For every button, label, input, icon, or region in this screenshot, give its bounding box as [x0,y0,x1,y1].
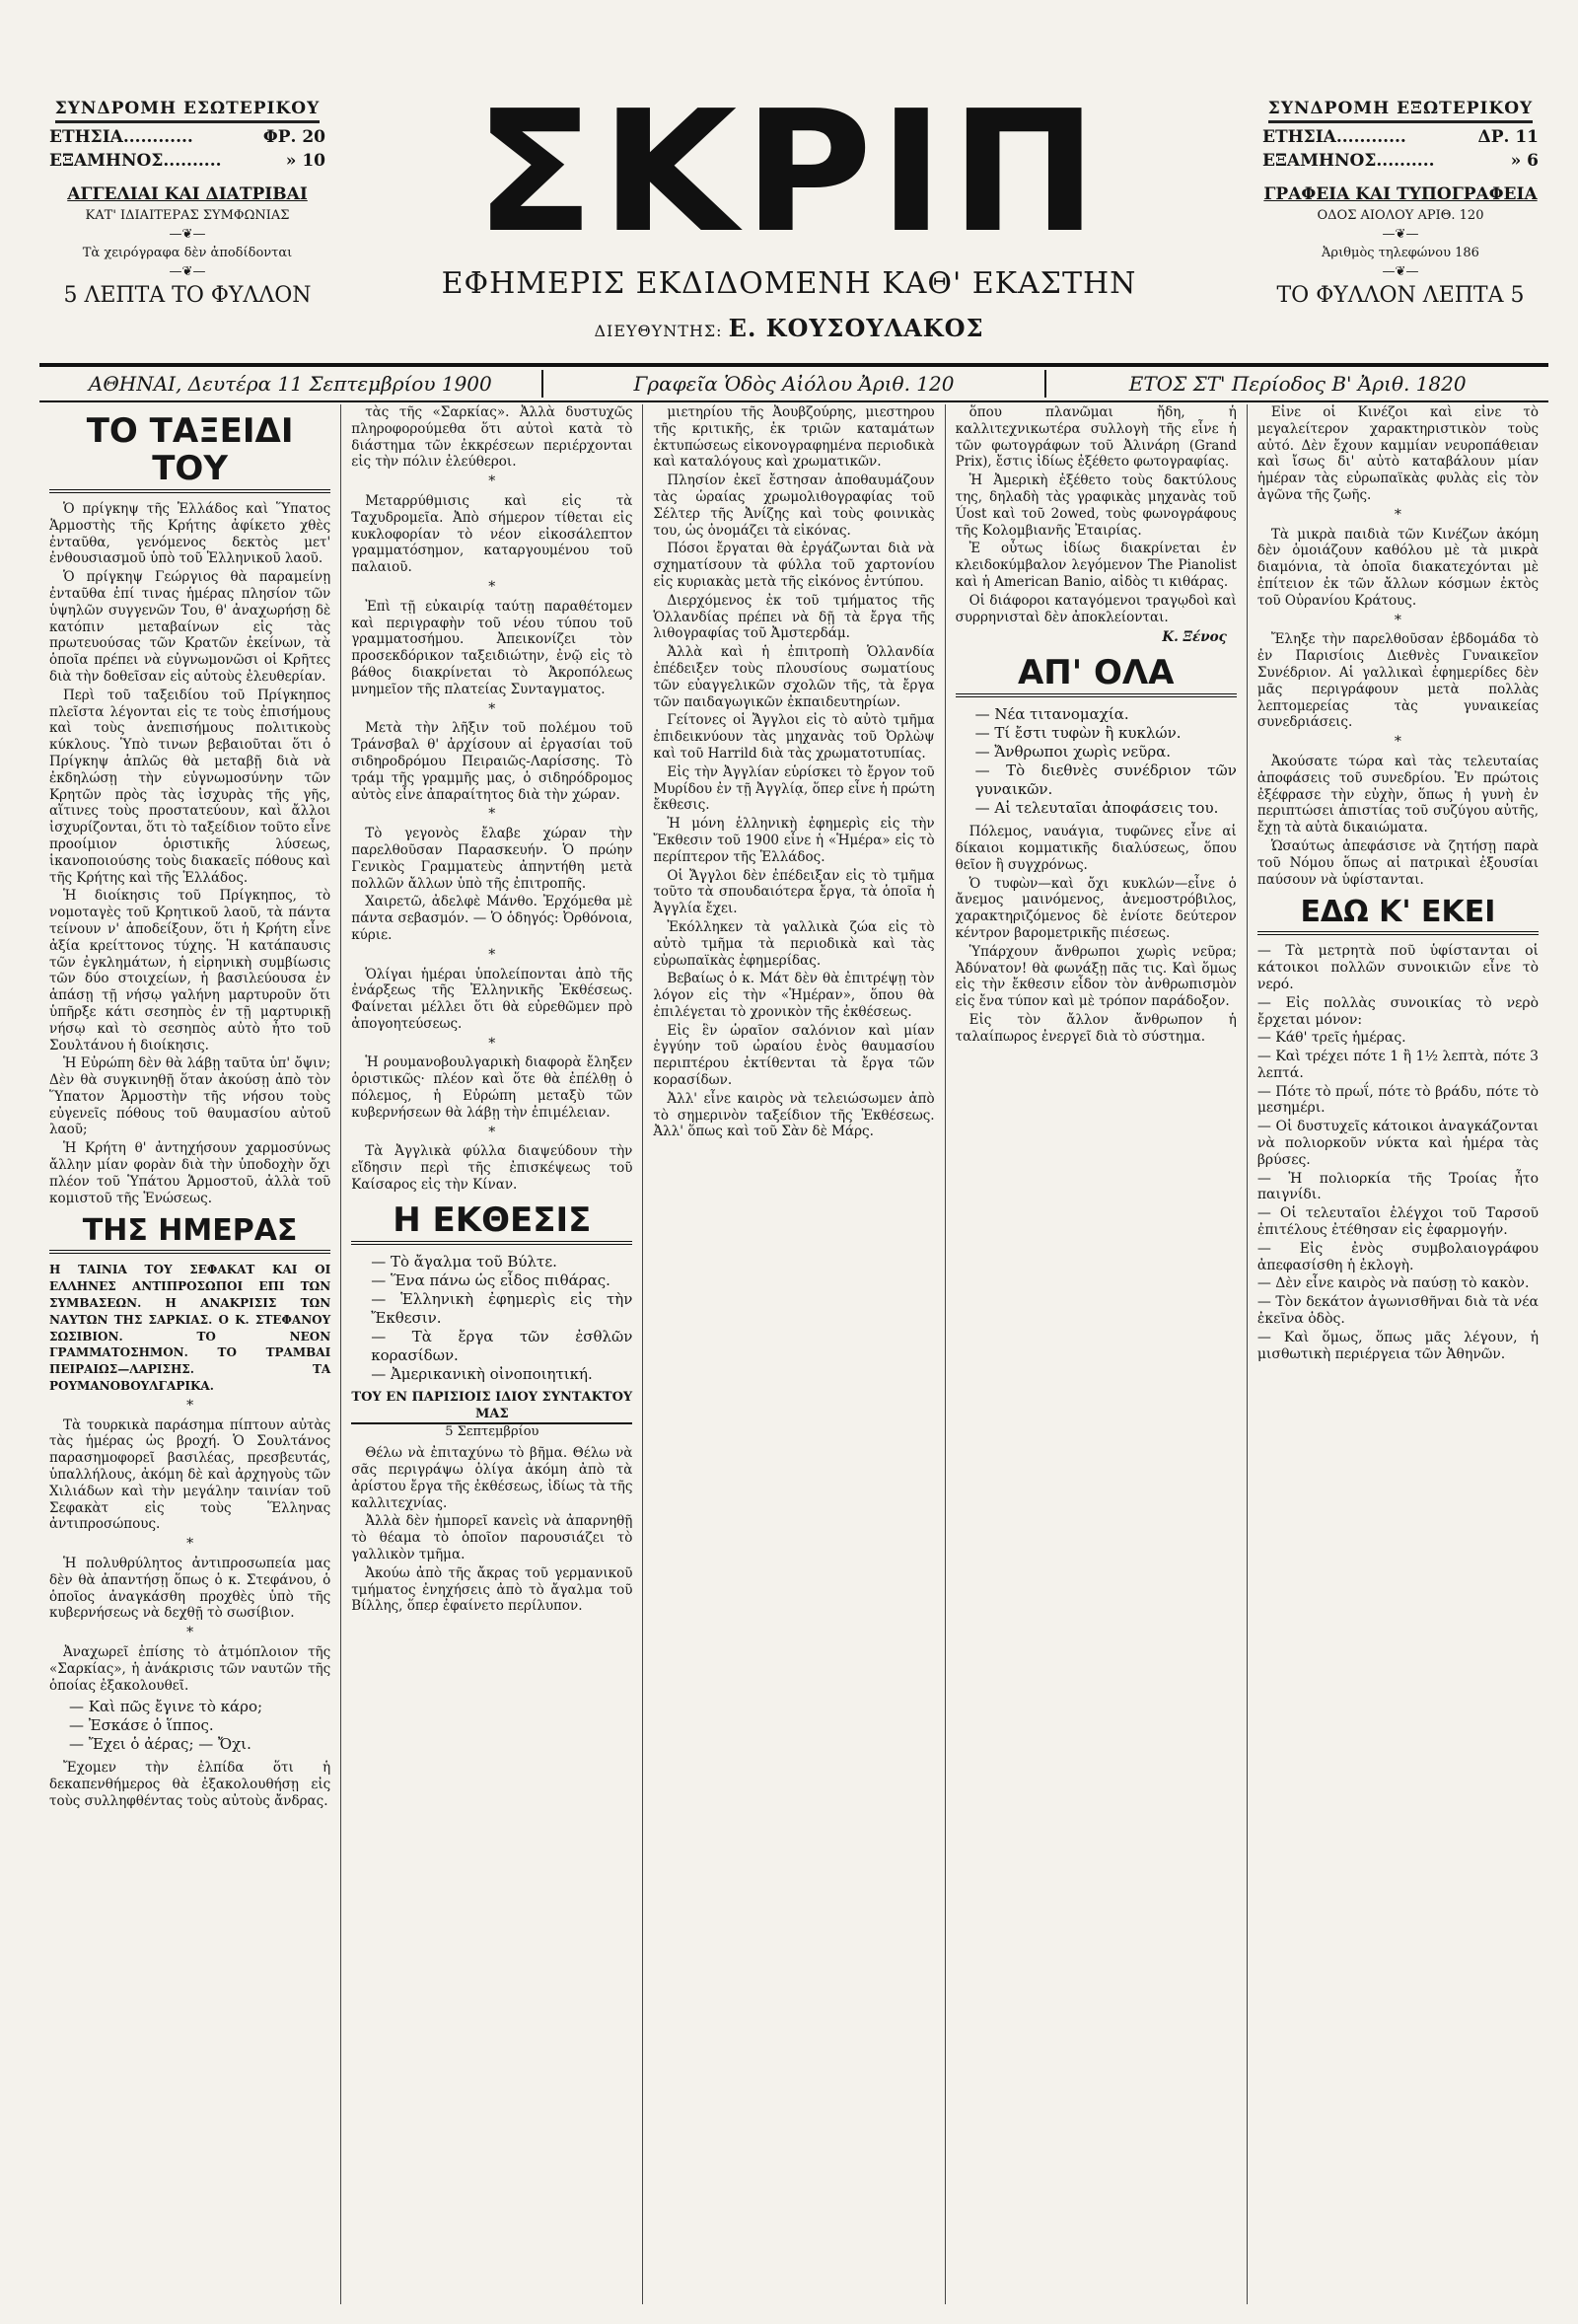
paragraph: Ὁ πρίγκηψ Γεώργιος θὰ παραμείνῃ ἐνταῦθα ἐπί τινας ἡμέρας πλησίον τῶν ὑψηλῶν συγγενῶν Του, θ' ἀναχωρήσῃ δὲ κατόπιν μεταβαίνων εἰς τὰς πρωτευούσας τῶν Κρατῶν ἐκείνων, τὰ ὁποῖα πρέπει νὰ εὐγνωμονῶσι οἱ Κρῆτες διὰ τὴν δοθεῖσαν εἰς αὐτοὺς ἐλευθερίαν. [49,569,331,685]
headline-exhibition: Η ΕΚΘΕΣΙΣ [351,1201,632,1245]
paragraph: Μετὰ τὴν λῆξιν τοῦ πολέμου τοῦ Τράνσβαλ θ' ἀρχίσουν αἱ ἐργασίαι τοῦ σιδηροδρόμου Πειραιῶς-Λαρίσσης. Τὸ τράμ τῆς γραμμῆς μας, ὁ σιδηρόδρομος αὐτὸς εἶνε ἀπαραίτητος διὰ τὴν χώραν. [351,720,633,803]
list-item: — Τὸν δεκάτον ἀγωνισθῆναι διὰ τὰ νέα ἐκεῖνα ὁδὸς. [1256,1294,1540,1328]
paragraph: Τὰ μικρὰ παιδιὰ τῶν Κινέζων ἀκόμη δὲν ὁμοιάζουν καθόλου μὲ τὰ μικρὰ διαμόνια, τὰ ὁποῖα διακατεχόνται μὲ ἐπίτειον ἐκ τῶν ἄλλων κόσμων ἐκτὸς τοῦ Οὐρανίου Κράτους. [1256,526,1540,609]
paragraph: Εἰς τὴν Ἀγγλίαν εὑρίσκει τὸ ἔργον τοῦ Μυρίδου ἐν τῇ Ἀγγλίᾳ, ὅπερ εἶνε ἡ πρώτη ἔκθεσις. [653,763,935,814]
list-item: — Καὶ τρέχει πότε 1 ἢ 1½ λεπτὰ, πότε 3 λεπτά. [1256,1049,1540,1081]
paragraph: Εἰς ἓν ὡραῖον σαλόνιον καὶ μίαν ἐγγύην τοῦ ὠραίου ἑνὸς θαυμασίου περιπτέρου ἐκτίθενται τὰ ἔργα τῶν κορασίδων. [653,1022,935,1089]
list-item: — Πότε τὸ πρωΐ, πότε τὸ βράδυ, πότε τὸ μεσημέρι. [1256,1083,1540,1117]
paragraph: Ἡ Εὐρώπη δὲν θὰ λάβῃ ταῦτα ὑπ' ὄψιν; Δὲν θὰ συγκινηθῇ ὅταν ἀκούσῃ ἀπὸ τὸν Ὕπατον Ἁρμοστὴν τῆς νήσου τοὺς εὐγενεῖς πόθους τοῦ θαυμασίου αὐτοῦ λαοῦ; [49,1055,331,1138]
office-address: Γραφεῖα Ὁδὸς Αἰόλου Ἀριθ. 120 [633,372,955,396]
dialogue-list [69,1698,330,1754]
tagline: ΕΦΗΜΕΡΙΣ ΕΚΔΙΔΟΜΕΝΗ ΚΑΘ' ΕΚΑΣΤΗΝ [441,266,1137,301]
column-4 [946,404,1248,2304]
paragraph: Ἀλλ' εἶνε καιρὸς νὰ τελειώσωμεν ἀπὸ τὸ σημερινὸν ταξείδιον τῆς Ἐκθέσεως. Ἀλλ' ὅπως καὶ τοῦ Σὰν δὲ Μάρς. [653,1090,935,1140]
exhibition-list [371,1253,632,1384]
column-3 [643,404,945,2304]
list-item: — Νέα τιτανομαχία. [974,705,1129,724]
columns [39,404,1548,2304]
list-item: — Δὲν εἶνε καιρὸς νὰ παύσῃ τὸ κακὸν. [1256,1275,1530,1292]
paragraph: Πόσοι ἔργαται θὰ ἐργάζωνται διὰ νὰ σχηματίσουν τὰ φύλλα τοῦ χαρτονίου εἰς κυριακὰς μετὰ τῆς εἰκόνος ἐντύπου. [653,541,935,590]
paragraph: Ἀκούω ἀπὸ τῆς ἄκρας τοῦ γερμανικοῦ τμήματος ἐνηχήσεις ἀπὸ τὸ ἄγαλμα τοῦ Βίλλης, ὅπερ ἐφαίνετο περίλυπον. [351,1564,633,1615]
paragraph: Ἡ πολυθρύλητος ἀντιπροσωπεία μας δὲν θὰ ἀπαντήσῃ ὅπως ὁ κ. Στεφάνου, ὁ ὁποῖος ἀναγκάσθη προχθὲς ὑπὸ τῆς κυβερνήσεως νὰ δεχθῇ τὸ σωσίβιον. [49,1556,331,1622]
paragraph: Οἱ Ἄγγλοι δὲν ἐπέδειξαν εἰς τὸ τμῆμα τοῦτο τὰ σπουδαιότερα ἔργα, τὰ ὁποῖα ἡ Ἀγγλία ἔχει. [653,867,935,917]
paragraph: Ἀλλὰ καὶ ἡ ἐπιτροπὴ Ὁλλανδία ἐπέδειξεν τοὺς πλουσίους σωματίους τῶν εὐαγγελικῶν σχολῶν τῆς, τὰ ἔργα τῶν παιδαγωγικῶν ἐκπαιδευτηρίων. [653,644,935,710]
column-1: ΤΟ ΤΑΞΕΙΔΙ ΤΟΥ Ὁ πρίγκηψ τῆς Ἑλλάδος καὶ Ὕπατος Ἁρμοστὴς τῆς Κρήτης ἀφίκετο χθὲς ἐνταῦθα, γενόμενος δεκτὸς μετ' ἐνθουσιασμοῦ ὑπὸ τοῦ Ἑλληνικοῦ λαοῦ. Ὁ πρίγκηψ Γεώργιος θὰ παραμείνῃ ἐνταῦθα ἐπί τινας ἡμέρας πλησίον τῶν ὑψηλῶν συγγενῶν Του, θ' ἀναχωρήσῃ δὲ κατόπιν μεταβαίνων εἰς τὰς πρωτευούσας τῶν Κρατῶν ἐκείνων, τὰ ὁποῖα πρέπει νὰ εὐγνωμονῶσι οἱ Κρῆτες διὰ τὴν δοθεῖσαν εἰς αὐτοὺς ἐλευθερίαν. Περὶ τοῦ ταξειδίου τοῦ Πρίγκηπος πλεῖστα λέγονται εἰς τε τοὺς ἐπισήμους καὶ τοὺς ἀνεπισήμους πολιτικοὺς κύκλους. Ὑπὸ τινων βεβαιοῦται ὅτι ὁ Πρίγκηψ ἁπλῶς θὰ μεταβῇ διὰ νὰ ἐκδηλώσῃ τὴν εὐγνωμοσύνην τῶν Κρητῶν πρὸς τὰς ἰσχυρὰς τῆς γῆς, αἵτινες τοὺς προστατεύουν, καὶ ἄλλοι ἰσχυρίζονται, ὅτι τὸ ταξείδιον τοῦτο εἶνε προοίμιον ὁριστικῆς λύσεως, ἱκανοποιούσης τοὺς διακαεῖς πόθους καὶ τῆς Κρήτης καὶ τῆς Ἑλλάδος. Ἡ διοίκησις τοῦ Πρίγκηπος, τὸ νομοταγὲς τοῦ Κρητικοῦ λαοῦ, τὰ πάντα τείνουν ν' ἀποδείξουν, ὅτι ἡ Κρήτη εἶνε ἀξία κρείττονος τύχης. Ἡ κατάπαυσις τῶν ἐγκλημάτων, ἡ εἰρηνικὴ συμβίωσις τῶν δύο στοιχείων, ἡ βασιλεύουσα ἐν ἁπάσῃ τῇ νήσῳ γαλήνη μαρτυροῦν ὅτι ὑπῆρξε κάτι σεσηπὸς ἐν τῇ μαρτυρικῇ νήσῳ καὶ τὸ σεσηπὸς αὐτὸ ἦτο τοῦ Σουλτάνου ἡ διοίκησις. Ἡ Εὐρώπη δὲν θὰ λάβῃ ταῦτα ὑπ' ὄψιν; Δὲν θὰ συγκινηθῇ ὅταν ἀκούσῃ ἀπὸ τὸν Ὕπατον Ἁρμοστὴν τῆς νήσου τοὺς εὐγενεῖς πόθους τοῦ θαυμασίου αὐτοῦ λαοῦ; Ἡ Κρήτη θ' ἀντηχήσουν χαρμοσύνως ἄλλην μίαν φορὰν διὰ τὴν ὑποδοχὴν ὄχι πλέον τοῦ Ὑπάτου Ἁρμοστοῦ, ἀλλὰ τοῦ κομιστοῦ τῆς Ἑνώσεως. ΤΗΣ ΗΜΕΡΑΣ Η ΤΑΙΝΙΑ ΤΟΥ ΣΕΦΑΚΑΤ ΚΑΙ ΟΙ ΕΛΛΗΝΕΣ ΑΝΤΙΠΡΟΣΩΠΟΙ ΕΠΙ ΤΩΝ ΣΥΜΒΑΣΕΩΝ. Η ΑΝΑΚΡΙΣΙΣ ΤΩΝ ΝΑΥΤΩΝ ΤΗΣ ΣΑΡΚΙΑΣ. Ο Κ. ΣΤΕΦΑΝΟΥ ΣΩΣΙΒΙΟΝ. ΤΟ ΝΕΟΝ ΓΡΑΜΜΑΤΟΣΗΜΟΝ. ΤΟ ΤΡΑΜΒΑΙ ΠΕΙΡΑΙΩΣ—ΛΑΡΙΣΗΣ. ΤΑ ΡΟΥΜΑΝΟΒΟΥΛΓΑΡΙΚΑ. * Τὰ τουρκικὰ παράσημα πίπτουν αὐτὰς τὰς ἡμέρας ὡς βροχή. Ὁ Σουλτάνος παρασημοφορεῖ βασιλέας, πρεσβευτάς, ὑπαλλήλους, ἀκόμη δὲ καὶ ἀρχηγοὺς τῶν Χιλιάδων καὶ τὴν μεγάλην ταινίαν τοῦ Σεφακὰτ εἰς τοὺς Ἕλληνας ἀντιπροσώπους. * Ἡ πολυθρύλητος ἀντιπροσωπεία μας δὲν θὰ ἀπαντήσῃ ὅπως ὁ κ. Στεφάνου, ὁ ὁποῖος ἀναγκάσθη προχθὲς ὑπὸ τῆς κυβερνήσεως νὰ δεχθῇ τὸ σωσίβιον. * Ἀναχωρεῖ ἐπίσης τὸ ἀτμόπλοιον τῆς «Σαρκίας», ἡ ἀνάκρισις τῶν ναυτῶν τῆς ὁποίας ἐξακολουθεῖ. — Καὶ πῶς ἔγινε τὸ κάρο; — Ἐσκάσε ὁ ἵππος. — Ἔχει ὁ ἀέρας; — Ὄχι. Ἔχομεν τὴν ἐλπίδα ὅτι ἡ δεκαπενθήμερος θὰ ἐξακολουθήσῃ εἰς τοὺς συλληφθέντας τοὺς αὐτοὺς ἄνδρας. [39,404,341,2304]
newspaper-logo: ΣΚΡΙΠ [473,75,1105,270]
paragraph: ὅπου πλανῶμαι ἤδη, ἡ καλλιτεχνικωτέρα συλλογὴ τῆς εἶνε ἡ τῶν φωτογράφων τοῦ Ἀλινάρη (Grand Prix), ἔστις ἰδίως ἐξέθετο φωτογραφίας. [955,404,1237,471]
paragraph: Ἔχομεν τὴν ἐλπίδα ὅτι ἡ δεκαπενθήμερος θὰ ἐξακολουθήσῃ εἰς τοὺς συλληφθέντας τοὺς αὐτοὺς ἄνδρας. [49,1760,331,1809]
paragraph: Πόλεμος, ναυάγια, τυφῶνες εἶνε αἱ δίκαιοι κομματικῆς διαλύσεως, ὅπου θεῖον ἢ συγχρόνως. [955,824,1237,873]
domestic-annual: ΕΤΗΣΙΑ............ ΦΡ. 20 [49,127,325,147]
domestic-semiannual: ΕΞΑΜΗΝΟΣ.......... » 10 [49,151,325,171]
list-item: — Τὸ ἄγαλμα τοῦ Βύλτε. [371,1252,557,1271]
paragraph: Τὰ Ἀγγλικὰ φύλλα διαψεύδουν τὴν εἴδησιν περὶ τῆς ἐπισκέψεως τοῦ Καίσαρος εἰς τὴν Κίναν. [351,1143,633,1194]
correspondent-line: ΤΟΥ ΕΝ ΠΑΡΙΣΙΟΙΣ ΙΔΙΟΥ ΣΥΝΤΑΚΤΟΥ ΜΑΣ [351,1390,632,1425]
paragraph: Ἀλλὰ δὲν ἠμπορεῖ κανεὶς νὰ ἀπαρνηθῇ τὸ θέαμα τὸ ὁποῖον παρουσιάζει τὸ γαλλικὸν τμῆμα. [351,1513,633,1563]
ornament: —❦— [169,227,206,242]
paragraph: Ἐκόλληκεν τὰ γαλλικὰ ζώα εἰς τὸ αὐτὸ τμῆμα τὰ περιοδικὰ καὶ τὰς εὐρωπαϊκὰς ἐφημερίδας. [653,918,935,969]
foreign-title: ΣΥΝΔΡΟΜΗ ΕΞΩΤΕΡΙΚΟΥ [1268,99,1533,123]
masthead [39,75,1548,375]
list-item: — Καὶ ὅμως, ὅπως μᾶς λέγουν, ἡ μισθωτικὴ περιέργεια τῶν Ἀθηνῶν. [1256,1329,1540,1362]
column-5: Εἶνε οἱ Κινέζοι καὶ εἶνε τὸ μεγαλείτερον χαρακτηριστικὸν τοὺς αὐτό. Δὲν ἔχουν καμμίαν νευροπάθειαν καὶ ἴσως δι' αὐτὸ καταβάλουν μίαν ἡμέραν τὰς εὐρωπαϊκὰς φυλὰς εἰς τὸν ἀγῶνα τῆς ζωῆς. * Τὰ μικρὰ παιδιὰ τῶν Κινέζων ἀκόμη δὲν ὁμοιάζουν καθόλου μὲ τὰ μικρὰ διαμόνια, τὰ ὁποῖα διακατεχόνται μὲ ἐπίτειον ἐκ τῶν ἄλλων κόσμων ἐκτὸς τοῦ Οὐρανίου Κράτους. * Ἔληξε τὴν παρελθοῦσαν ἑβδομάδα τὸ ἐν Παρισίοις Διεθνὲς Γυναικεῖον Συνέδριον. Αἱ γαλλικαὶ ἐφημερίδες δὲν μᾶς περιγράφουν μετὰ πολλὰς λεπτομερείας τὰς γυναικείας συνεδριάσεις. * Ἀκούσατε τώρα καὶ τὰς τελευταίας ἀποφάσεις τοῦ συνεδρίου. Ἐν πρώτοις ἐξέφρασε τὴν εὐχὴν, ὅπως ἡ γυνὴ ἐν περιπτώσει ἀπιστίας τοῦ συζύγου αὐτῆς, ἔχῃ τὰ αὐτὰ δικαιώματα. Ὡσαύτως ἀπεφάσισε νὰ ζητήσῃ παρὰ τοῦ Νόμου ὅπως αἱ πατρικαὶ ἐξουσίαι παύσουν νὰ ὑφίστανται. ΕΔΩ Κ' ΕΚΕΙ — Τὰ μετρητὰ ποῦ ὑφίστανται οἱ κάτοικοι πολλῶν συνοικιῶν εἶνε τὸ νερό. — Εἰς πολλὰς συνοικίας τὸ νερὸ ἔρχεται μόνον: — Κάθ' τρεῖς ἡμέρας. — Καὶ τρέχει πότε 1 ἢ 1½ λεπτὰ, πότε 3 λεπτά. — Πότε τὸ πρωΐ, πότε τὸ βράδυ, πότε τὸ μεσημέρι. — Οἱ δυστυχεῖς κάτοικοι ἀναγκάζονται νὰ πολιορκοῦν νύκτα καὶ ἡμέρα τὰς βρύσες. — Ἡ πολιορκία τῆς Τροίας ἦτο παιγνίδι. — Οἱ τελευταῖοι ἐλέγχοι τοῦ Ταρσοῦ ἐπιτέλους ἐτέθησαν εἰς ἐφαρμογήν. — Εἰς ἐνὸς συμβολαιογράφου ἀπεφασίσθη ἡ ἐκλογὴ. — Δὲν εἶνε καιρὸς νὰ παύσῃ τὸ κακὸν. — Τὸν δεκάτον ἀγωνισθῆναι διὰ τὰ νέα ἐκεῖνα ὁδὸς. — Καὶ ὅμως, ὅπως μᾶς λέγουν, ἡ μισθωτικὴ περιέργεια τῶν Ἀθηνῶν. [1256,404,1540,1362]
paragraph: Ὑπάρχουν ἄνθρωποι χωρὶς νεῦρα; Ἀδύνατον! θὰ φωνάξῃ πᾶς τις. Καὶ ὅμως εἰς τὴν ἔκθεσιν εἶδον τὸν ἀνθρωπισμὸν εἰς ἔνα τύπον καὶ μὲ τρόπον παράδοξον. [955,943,1237,1010]
list-item: — Ἄνθρωποι χωρὶς νεῦρα. [974,743,1172,762]
list-item: — Καὶ πῶς ἔγινε τὸ κάρο; [69,1698,263,1716]
paragraph: Ἐπὶ τῇ εὐκαιρίᾳ ταύτῃ παραθέτομεν καὶ περιγραφὴν τοῦ νέου τύπου τοῦ γραμματοσήμου. Ἀπεικονίζει τὸν προσεκδόρικον ταξειδιώτην, ἐνῷ εἰς τὸ βάθος διακρίνεται τὸ Ἀκροπόλεως μνημεῖον τῆς πλατείας Συνταγματος. [351,598,633,697]
paragraph: Εἰς τὸν ἄλλον ἄνθρωπον ἡ ταλαίπωρος ἐνεργεῖ διὰ τὸ σύστημα. [955,1011,1237,1045]
paragraph: Διερχόμενος ἐκ τοῦ τμήματος τῆς Ὁλλανδίας πρέπει νὰ δῇ τὰ ἔργα τῆς λιθογραφίας τοῦ Ἀμστερδάμ. [653,592,935,642]
paragraph: Τὸ γεγονὸς ἔλαβε χώραν τὴν παρελθοῦσαν Παρασκευήν. Ὁ πρώην Γενικὸς Γραμματεὺς ἀπηντήθη μετὰ πολλῶν ἄλλων ὑπὸ τῆς ἐπιτροπῆς. [351,826,633,892]
ornament: —❦— [169,264,206,279]
list-item: — Τί ἔστι τυφὼν ἢ κυκλών. [974,724,1182,743]
issue-number: ΕΤΟΣ ΣΤ' Περίοδος Β' Ἀριθ. 1820 [1128,372,1467,396]
list-item: — Ἑλληνικὴ ἐφημερὶς εἰς τὴν Ἔκθεσιν. [371,1289,633,1327]
manuscripts-note: Τὰ χειρόγραφα δὲν ἀποδίδονται [82,246,293,260]
list-item: — Οἱ δυστυχεῖς κάτοικοι ἀναγκάζονται νὰ πολιορκοῦν νύκτα καὶ ἡμέρα τὰς βρύσες. [1256,1119,1540,1168]
list-item: — Ἕνα πάνω ὡς εἶδος πιθάρας. [371,1271,610,1289]
domestic-title: ΣΥΝΔΡΟΜΗ ΕΣΩΤΕΡΙΚΟΥ [55,99,320,123]
price-left: 5 ΛΕΠΤΑ ΤΟ ΦΥΛΛΟΝ [63,283,312,308]
paragraph: Ὁ πρίγκηψ τῆς Ἑλλάδος καὶ Ὕπατος Ἁρμοστὴς τῆς Κρήτης ἀφίκετο χθὲς ἐνταῦθα, γενόμενος δεκτὸς μετ' ἐνθουσιασμοῦ ὑπὸ τοῦ Ἑλληνικοῦ λαοῦ. [49,501,331,567]
short-items [1257,943,1539,1362]
date: ΑΘΗΝΑΙ, Δευτέρα 11 Σεπτεμβρίου 1900 [88,372,492,396]
dateline [39,363,1548,402]
list-item: — Αἱ τελευταῖαι ἀποφάσεις του. [974,799,1219,818]
paragraph: Περὶ τοῦ ταξειδίου τοῦ Πρίγκηπος πλεῖστα λέγονται εἰς τε τοὺς ἐπισήμους καὶ τοὺς ἀνεπισήμους πολιτικοὺς κύκλους. Ὑπὸ τινων βεβαιοῦται ὅτι ὁ Πρίγκηψ ἁπλῶς θὰ μεταβῇ διὰ νὰ ἐκδηλώσῃ τὴν εὐγνωμοσύνην τῶν Κρητῶν πρὸς τὰς ἰσχυρὰς τῆς γῆς, αἵτινες τοὺς προστατεύουν, καὶ ἄλλοι ἰσχυρίζονται, ὅτι τὸ ταξείδιον τοῦτο εἶνε προοίμιον ὁριστικῆς λύσεως, ἱκανοποιούσης τοὺς διακαεῖς πόθους καὶ τῆς Κρήτης καὶ τῆς Ἑλλάδος. [49,687,331,886]
paragraph: Ὁ τυφὼν—καὶ ὄχι κυκλών—εἶνε ὁ ἄνεμος μαινόμενος, ἀνεμοστρόβιλος, χαρακτηριζόμενος δὲ ἐνίοτε δεύτερον κέντρον βαρομετρικῆς πιέσεως. [955,875,1237,941]
list-item: — Κάθ' τρεῖς ἡμέρας. [1256,1030,1406,1047]
ads-subtitle: ΚΑΤ' ΙΔΙΑΙΤΕΡΑΣ ΣΥΜΦΩΝΙΑΣ [85,208,290,223]
phone: Ἀριθμὸς τηλεφώνου 186 [1322,246,1479,260]
headline-here-and-there: ΕΔΩ Κ' ΕΚΕΙ [1257,896,1539,935]
paragraph: Ἀκούσατε τώρα καὶ τὰς τελευταίας ἀποφάσεις τοῦ συνεδρίου. Ἐν πρώτοις ἐξέφρασε τὴν εὐχὴν, ὅπως ἡ γυνὴ ἐν περιπτώσει ἀπιστίας τοῦ συζύγου αὐτῆς, ἔχῃ τὰ αὐτὰ δικαιώματα. [1256,753,1540,836]
list-item: — Εἰς ἐνὸς συμβολαιογράφου ἀπεφασίσθη ἡ ἐκλογὴ. [1256,1240,1540,1273]
foreign-annual: ΕΤΗΣΙΑ............ ΔΡ. 11 [1262,127,1539,147]
paragraph: Χαιρετῶ, ἀδελφὲ Μάνθο. Ἐρχόμεθα μὲ πάντα σεβασμόν. — Ὁ ὁδηγός: Ὀρθόνοια, κύριε. [351,894,633,943]
column-2: τὰς τῆς «Σαρκίας». Ἀλλὰ δυστυχῶς πληροφορούμεθα ὅτι αὐτοὶ κατὰ τὸ διάστημα τῶν ἐκκρέσεων περιέρχονται εἰς τὴν πόλιν ἐλεύθεροι. * Μεταρρύθμισις καὶ εἰς τὰ Ταχυδρομεῖα. Ἀπὸ σήμερον τίθεται εἰς κυκλοφορίαν τὸ νέον εἰκοσάλεπτον γραμματόσημον, καταργουμένου τοῦ παλαιοῦ. * Ἐπὶ τῇ εὐκαιρίᾳ ταύτῃ παραθέτομεν καὶ περιγραφὴν τοῦ νέου τύπου τοῦ γραμματοσήμου. Ἀπεικονίζει τὸν προσεκδόρικον ταξειδιώτην, ἐνῷ εἰς τὸ βάθος διακρίνεται τὸ Ἀκροπόλεως μνημεῖον τῆς πλατείας Συνταγματος. * Μετὰ τὴν λῆξιν τοῦ πολέμου τοῦ Τράνσβαλ θ' ἀρχίσουν αἱ ἐργασίαι τοῦ σιδηροδρόμου Πειραιῶς-Λαρίσσης. Τὸ τράμ τῆς γραμμῆς μας, ὁ σιδηρόδρομος αὐτὸς εἶνε ἀπαραίτητος διὰ τὴν χώραν. * Τὸ γεγονὸς ἔλαβε χώραν τὴν παρελθοῦσαν Παρασκευήν. Ὁ πρώην Γενικὸς Γραμματεὺς ἀπηντήθη μετὰ πολλῶν ἄλλων ὑπὸ τῆς ἐπιτροπῆς. Χαιρετῶ, ἀδελφὲ Μάνθο. Ἐρχόμεθα μὲ πάντα σεβασμόν. — Ὁ ὁδηγός: Ὀρθόνοια, κύριε. * Ὁλίγαι ἡμέραι ὑπολείπονται ἀπὸ τῆς ἐνάρξεως τῆς Ἐλληνικῆς Ἐκθέσεως. Φαίνεται μέλλει ὅτι θὰ εὐρεθῶμεν πρὸ ἀπογοητεύσεως. * Ἡ ρουμανοβουλγαρικὴ διαφορὰ ἔληξεν ὁριστικῶς· πλέον καὶ ὅτε θὰ ἐπέλθῃ ὁ πόλεμος, ἡ Εὐρώπη μεταξὺ τῶν κυβερνήσεων θὰ λάβῃ τὴν ἐπιμέλειαν. * Τὰ Ἀγγλικὰ φύλλα διαψεύδουν τὴν εἴδησιν περὶ τῆς ἐπισκέψεως τοῦ Καίσαρος εἰς τὴν Κίναν. Η ΕΚΘΕΣΙΣ — Τὸ ἄγαλμα τοῦ Βύλτε. — Ἕνα πάνω ὡς εἶδος πιθάρας. — Ἑλληνικὴ ἐφημερὶς εἰς τὴν Ἔκθεσιν. — Τὰ ἔργα τῶν ἐσθλῶν κορασίδων. — Ἀμερικανικὴ οἰνοποιητική. ΤΟΥ ΕΝ ΠΑΡΙΣΙΟΙΣ ΙΔΙΟΥ ΣΥΝΤΑΚΤΟΥ ΜΑΣ 5 Σεπτεμβρίου Θέλω νὰ ἐπιταχύνω τὸ βῆμα. Θέλω νὰ σᾶς περιγράψω ὁλίγα ἀκόμη ἀπὸ τὰ ἀρίστου ἔργα τῆς ἐκθέσεως, ἰδίως τὰ τῆς καλλιτεχνίας. Ἀλλὰ δὲν ἠμπορεῖ κανεὶς νὰ ἀπαρνηθῇ τὸ θέαμα τὸ ὁποῖον παρουσιάζει τὸ γαλλικὸν τμῆμα. Ἀκούω ἀπὸ τῆς ἄκρας τοῦ γερμανικοῦ τμήματος ἐνηχήσεις ἀπὸ τὸ ἄγαλμα τοῦ Βίλλης, ὅπερ ἐφαίνετο περίλυπον. [341,404,643,2304]
list-item: — Οἱ τελευταῖοι ἐλέγχοι τοῦ Ταρσοῦ ἐπιτέλους ἐτέθησαν εἰς ἐφαρμογήν. [1256,1205,1540,1239]
list-item: — Ἔχει ὁ ἀέρας; — Ὄχι. [69,1735,251,1754]
paragraph: Τὰ τουρκικὰ παράσημα πίπτουν αὐτὰς τὰς ἡμέρας ὡς βροχή. Ὁ Σουλτάνος παρασημοφορεῖ βασιλέας, πρεσβευτάς, ὑπαλλήλους, ἀκόμη δὲ καὶ ἀρχηγοὺς τῶν Χιλιάδων καὶ τὴν μεγάλην ταινίαν τοῦ Σεφακὰτ εἰς τοὺς Ἕλληνας ἀντιπροσώπους. [49,1416,331,1533]
foreign-semiannual: ΕΞΑΜΗΝΟΣ.......... » 6 [1262,151,1539,171]
paragraph: Πλησίον ἐκεῖ ἔστησαν ἀποθαυμάζουν τὰς ὡραίας χρωμολιθογραφίας τοῦ Σέλτερ τῆς Ἀνίζης καὶ τοὺς φοινικὰς του, ὡς ὀνομάζει τὰ εἰκόνας. [653,472,935,539]
director-line: ΔΙΕΥΘΥΝΤΗΣ: Ε. ΚΟΥΣΟΥΛΑΚΟΣ [594,314,984,342]
headline-journey: ΤΟ ΤΑΞΕΙΔΙ ΤΟΥ [49,412,330,493]
paragraph: Ἡ διοίκησις τοῦ Πρίγκηπος, τὸ νομοταγὲς τοῦ Κρητικοῦ λαοῦ, τὰ πάντα τείνουν ν' ἀποδείξουν, ὅτι ἡ Κρήτη εἶνε ἀξία κρείττονος τύχης. Ἡ κατάπαυσις τῶν ἐγκλημάτων, ἡ εἰρηνικὴ συμβίωσις τῶν δύο στοιχείων, ἡ βασιλεύουσα ἐν ἁπάσῃ τῇ νήσῳ γαλήνη μαρτυροῦν ὅτι ὑπῆρξε κάτι σεσηπὸς ἐν τῇ μαρτυρικῇ νήσῳ καὶ τὸ σεσηπὸς αὐτὸ ἦτο τοῦ Σουλτάνου ἡ διοίκησις. [49,888,331,1053]
paragraph: Ἡ ρουμανοβουλγαρικὴ διαφορὰ ἔληξεν ὁριστικῶς· πλέον καὶ ὅτε θὰ ἐπέλθῃ ὁ πόλεμος, ἡ Εὐρώπη μεταξὺ τῶν κυβερνήσεων θὰ λάβῃ τὴν ἐπιμέλειαν. [351,1054,633,1121]
paragraph: Μεταρρύθμισις καὶ εἰς τὰ Ταχυδρομεῖα. Ἀπὸ σήμερον τίθεται εἰς κυκλοφορίαν τὸ νέον εἰκοσάλεπτον γραμματόσημον, καταργουμένου τοῦ παλαιοῦ. [351,492,633,576]
list-item: — Τὰ μετρητὰ ποῦ ὑφίστανται οἱ κάτοικοι πολλῶν συνοικιῶν εἶνε τὸ νερό. [1256,943,1540,992]
paragraph: Ὡσαύτως ἀπεφάσισε νὰ ζητήσῃ παρὰ τοῦ Νόμου ὅπως αἱ πατρικαὶ ἐξουσίαι παύσουν νὰ ὑφίστανται. [1256,837,1540,888]
paragraph: Εἶνε οἱ Κινέζοι καὶ εἶνε τὸ μεγαλείτερον χαρακτηριστικὸν τοὺς αὐτό. Δὲν ἔχουν καμμίαν νευροπάθειαν καὶ ἴσως δι' αὐτὸ καταβάλουν μίαν ἡμέραν τὰς εὐρωπαϊκὰς φυλὰς εἰς τὸν ἀγῶνα τῆς ζωῆς. [1256,404,1540,503]
list-item: — Ἐσκάσε ὁ ἵππος. [69,1716,214,1735]
price-right: ΤΟ ΦΥΛΛΟΝ ΛΕΠΤΑ 5 [1276,283,1525,308]
paragraph: Ἐ οὖτως ἰδίως διακρίνεται ἐν κλειδοκύμβαλον λεγόμενον The Pianolist καὶ ἡ American Banio, αἰδὸς τι κιθάρας. [955,541,1237,590]
list-item: — Τὰ ἔργα τῶν ἐσθλῶν κορασίδων. [371,1327,633,1364]
list-item: — Ἀμερικανικὴ οἰνοποιητική. [371,1364,593,1383]
paragraph: μιετηρίου τῆς Ἀουβζούρης, μιεστηρου τῆς κριτικῆς, ἐκ τριῶν καταμάτων ἐκτυπώσεως εἰκονογραφημένα περιοδικὰ καὶ καταλόγους καὶ χρωματικῶν. [653,404,935,471]
address: ΟΔΟΣ ΑΙΟΛΟΥ ΑΡΙΘ. 120 [1317,208,1484,223]
list-item: — Ἡ πολιορκία τῆς Τροίας ἦτο παιγνίδι. [1256,1170,1540,1203]
paragraph: Οἱ διάφοροι καταγόμενοι τραγῳδοὶ καὶ συρρηνισταὶ δὲν ἀποκλείονται. [955,592,1237,625]
signature: Κ. Ξένος [1162,629,1227,646]
list-item: — Τὸ διεθνὲς συνέδριον τῶν γυναικῶν. [974,762,1237,799]
paragraph: Θέλω νὰ ἐπιταχύνω τὸ βῆμα. Θέλω νὰ σᾶς περιγράψω ὁλίγα ἀκόμη ἀπὸ τὰ ἀρίστου ἔργα τῆς ἐκθέσεως, ἰδίως τὰ τῆς καλλιτεχνίας. [351,1445,633,1511]
list-item: — Εἰς πολλὰς συνοικίας τὸ νερὸ ἔρχεται μόνον: [1256,994,1540,1028]
headline-of-the-day: ΤΗΣ ΗΜΕΡΑΣ [49,1214,330,1254]
correspondent-date: 5 Σεπτεμβρίου [445,1424,539,1440]
ornament: —❦— [1382,264,1419,279]
headline-from-everything: ΑΠ' ΟΛΑ [956,654,1237,697]
subscription-box-foreign [1253,99,1548,308]
paragraph: Ἡ Ἀμερικὴ ἐξέθετο τοὺς δακτύλους της, δηλαδὴ τὰς γραφικὰς μηχανὰς τοῦ Úost καὶ τοῦ 2owed, τοὺς φωνογράφους τῆς Κολομβιανῆς Ἐταιρίας. [955,472,1237,539]
offices-title: ΓΡΑΦΕΙΑ ΚΑΙ ΤΥΠΟΓΡΑΦΕΙΑ [1263,184,1538,204]
paragraph: Γείτονες οἱ Ἄγγλοι εἰς τὸ αὐτὸ τμῆμα ἐπιδεικνύουν τὰς μηχανὰς τοῦ Ὀρλὼψ καὶ τοῦ Harrild διὰ τὰς χρωματοτυπίας. [653,712,935,762]
ads-title: ΑΓΓΕΛΙΑΙ ΚΑΙ ΔΙΑΤΡΙΒΑΙ [67,184,308,204]
topics-list [975,705,1237,818]
summary: Η ΤΑΙΝΙΑ ΤΟΥ ΣΕΦΑΚΑΤ ΚΑΙ ΟΙ ΕΛΛΗΝΕΣ ΑΝΤΙΠΡΟΣΩΠΟΙ ΕΠΙ ΤΩΝ ΣΥΜΒΑΣΕΩΝ. Η ΑΝΑΚΡΙΣΙΣ ΤΩΝ ΝΑΥΤΩΝ ΤΗΣ ΣΑΡΚΙΑΣ. Ο Κ. ΣΤΕΦΑΝΟΥ ΣΩΣΙΒΙΟΝ. ΤΟ ΝΕΟΝ ΓΡΑΜΜΑΤΟΣΗΜΟΝ. ΤΟ ΤΡΑΜΒΑΙ ΠΕΙΡΑΙΩΣ—ΛΑΡΙΣΗΣ. ΤΑ ΡΟΥΜΑΝΟΒΟΥΛΓΑΡΙΚΑ. [49,1263,331,1394]
paragraph: Ὁλίγαι ἡμέραι ὑπολείπονται ἀπὸ τῆς ἐνάρξεως τῆς Ἐλληνικῆς Ἐκθέσεως. Φαίνεται μέλλει ὅτι θὰ εὐρεθῶμεν πρὸ ἀπογοητεύσεως. [351,966,633,1032]
paragraph: Ἔληξε τὴν παρελθοῦσαν ἑβδομάδα τὸ ἐν Παρισίοις Διεθνὲς Γυναικεῖον Συνέδριον. Αἱ γαλλικαὶ ἐφημερίδες δὲν μᾶς περιγράφουν μετὰ πολλὰς λεπτομερείας τὰς γυναικείας συνεδριάσεις. [1256,631,1540,731]
paragraph: Ἀναχωρεῖ ἐπίσης τὸ ἀτμόπλοιον τῆς «Σαρκίας», ἡ ἀνάκρισις τῶν ναυτῶν τῆς ὁποίας ἐξακολουθεῖ. [49,1644,331,1694]
paragraph: Ἡ Κρήτη θ' ἀντηχήσουν χαρμοσύνως ἄλλην μίαν φορὰν διὰ τὴν ὑποδοχὴν ὄχι πλέον τοῦ Ὑπάτου Ἁρμοστοῦ, ἀλλὰ τοῦ κομιστοῦ τῆς Ἑνώσεως. [49,1140,331,1206]
subscription-box-domestic [39,99,335,308]
paragraph: Ἡ μόνη ἑλληνικὴ ἐφημερὶς εἰς τὴν Ἔκθεσιν τοῦ 1900 εἶνε ἡ «Ἡμέρα» εἰς τὸ περίπτερον τῆς Ἑλλάδος. [653,816,935,865]
paragraph: τὰς τῆς «Σαρκίας». Ἀλλὰ δυστυχῶς πληροφορούμεθα ὅτι αὐτοὶ κατὰ τὸ διάστημα τῶν ἐκκρέσεων περιέρχονται εἰς τὴν πόλιν ἐλεύθεροι. [351,404,633,471]
ornament: —❦— [1382,227,1419,242]
paragraph: Βεβαίως ὁ κ. Μάτ δὲν θὰ ἐπιτρέψῃ τὸν λόγον εἰς τὴν «Ἡμέραν», ὅπου θὰ ἐπιλέγεται τὸ χρονικὸν τῆς ἐκθέσεως. [653,971,935,1020]
